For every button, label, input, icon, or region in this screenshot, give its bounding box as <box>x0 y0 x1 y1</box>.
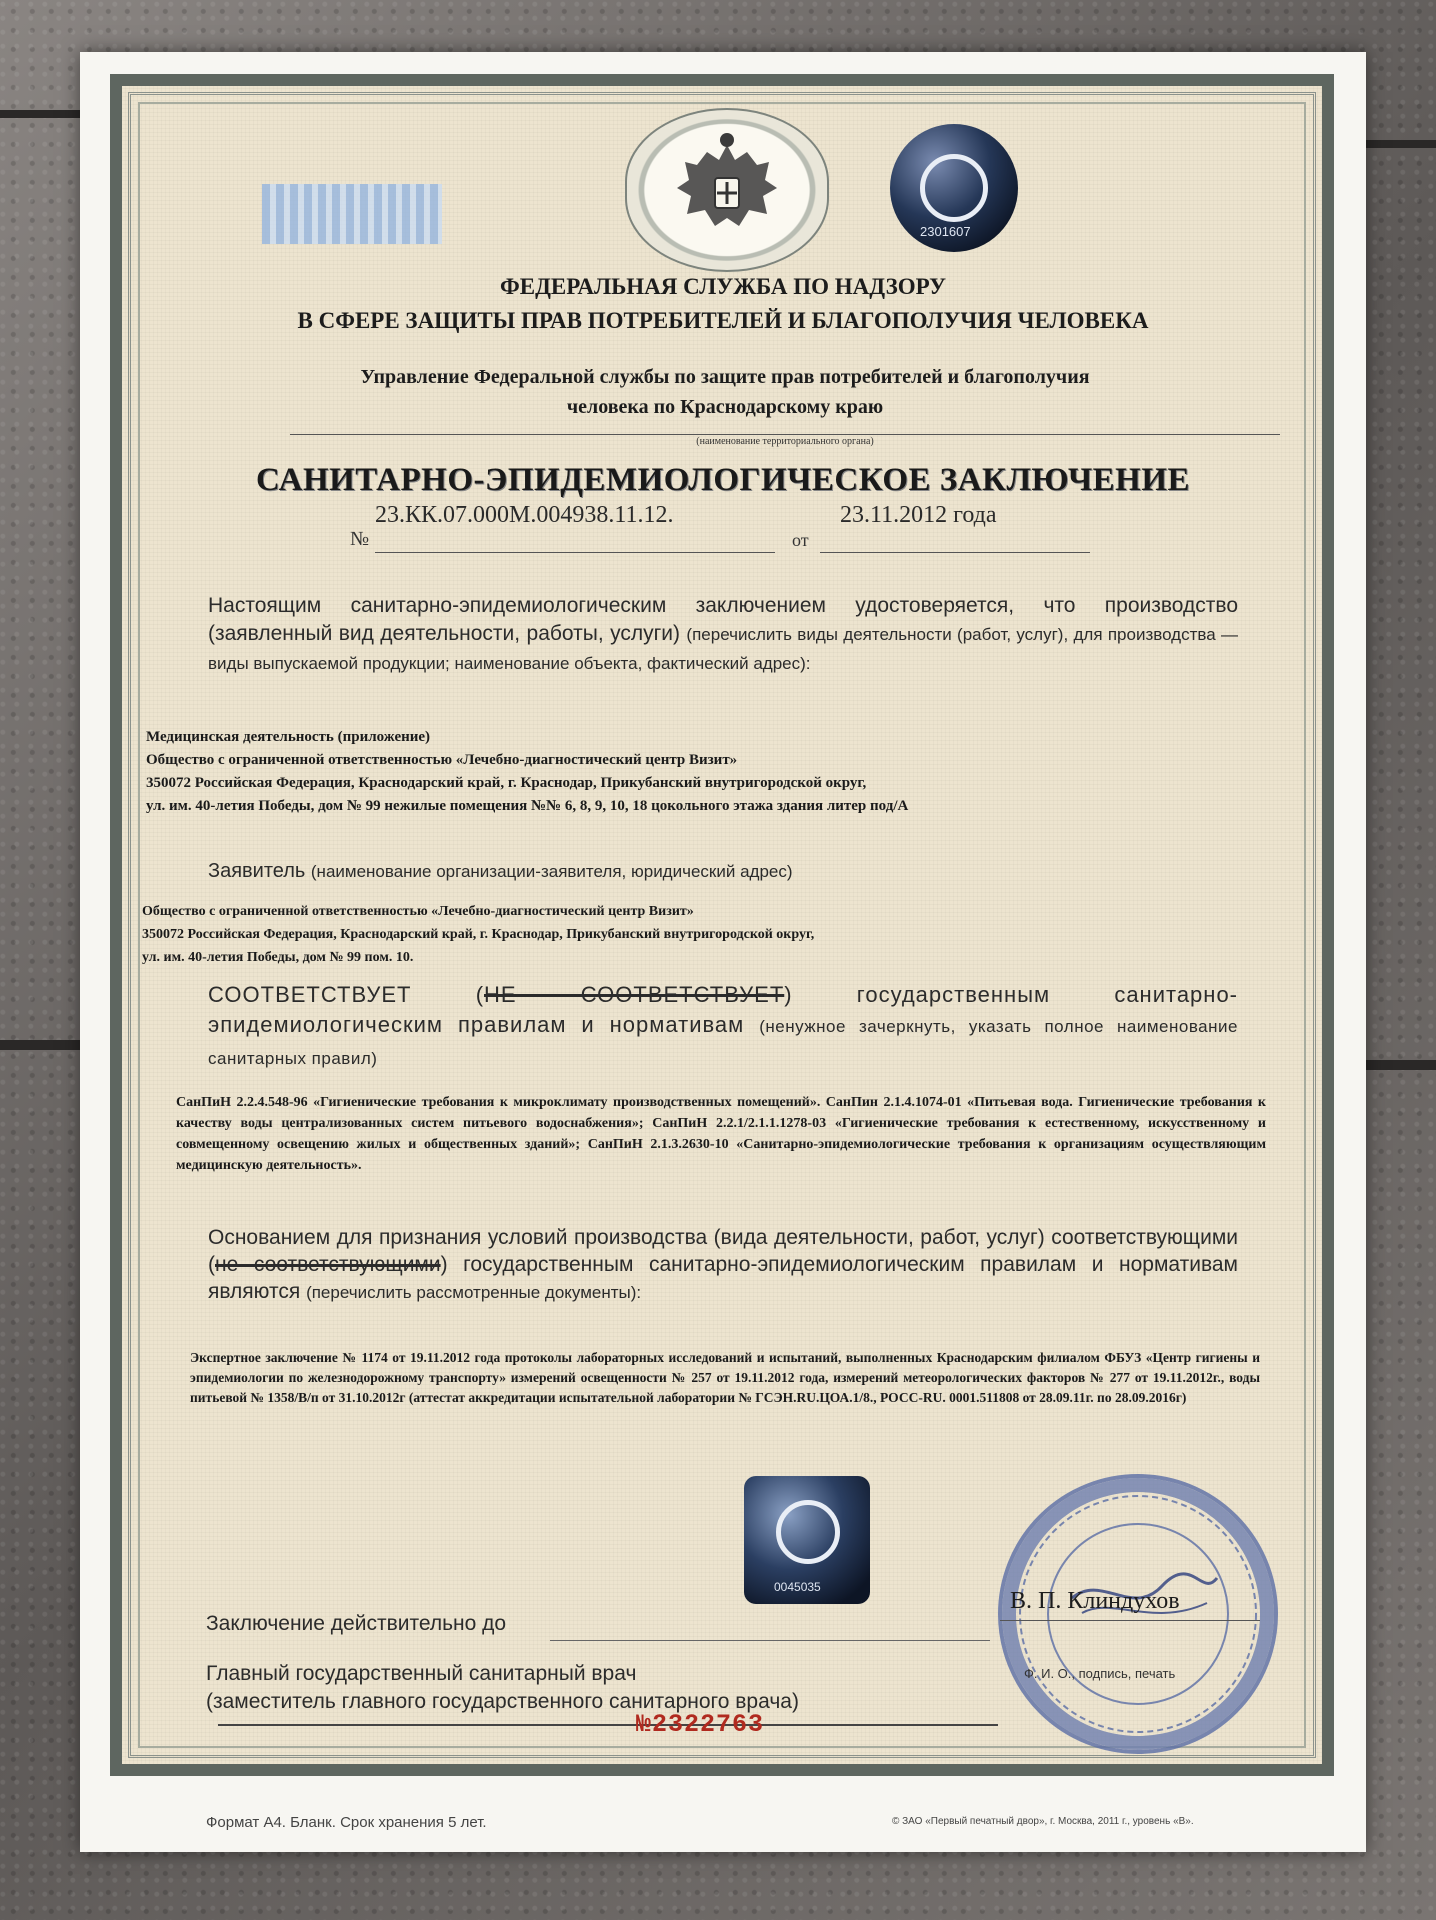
wall-seam <box>1360 1060 1436 1070</box>
activity-line: Общество с ограниченной ответственностью «Лечебно-диагностический центр Визит» <box>146 752 738 768</box>
validity-label: Заключение действительно до <box>206 1612 507 1635</box>
double-eagle-icon <box>627 110 827 270</box>
basis-paragraph <box>208 1224 1238 1306</box>
emblem-seal <box>625 108 829 272</box>
territorial-body <box>160 362 1290 422</box>
applicant-block <box>142 900 1292 969</box>
date-label: от <box>792 530 809 550</box>
conformity-complies: СООТВЕТСТВУЕТ <box>208 982 412 1007</box>
activity-block <box>146 726 1296 818</box>
document-number: 23.КК.07.000М.004938.11.12. <box>375 502 674 528</box>
signatory-deputy: (заместитель главного государственного санитарного врача) <box>206 1690 799 1713</box>
agency-line-1: ФЕДЕРАЛЬНАЯ СЛУЖБА ПО НАДЗОРУ <box>499 274 947 299</box>
validity-underline <box>550 1640 990 1641</box>
document-title: САНИТАРНО-ЭПИДЕМИОЛОГИЧЕСКОЕ ЗАКЛЮЧЕНИЕ <box>255 462 1191 498</box>
hologram-code: 2301607 <box>920 224 971 239</box>
applicant-label: Заявитель <box>208 860 306 882</box>
date-underline <box>820 552 1090 553</box>
document-date: 23.11.2012 года <box>840 502 997 528</box>
activity-line: Медицинская деятельность (приложение) <box>146 729 431 745</box>
number-underline <box>375 552 775 553</box>
number-label: № <box>350 528 370 550</box>
name-underline <box>1000 1620 1260 1621</box>
conformity-open-paren: ( <box>475 982 485 1007</box>
hologram-bottom <box>744 1476 870 1604</box>
activity-line: 350072 Российская Федерация, Краснодарский край, г. Краснодар, Прикубанский внутригородской округ, <box>146 775 867 791</box>
applicant-hint: (наименование организации-заявителя, юридический адрес) <box>310 862 793 881</box>
wall-seam <box>1360 140 1436 148</box>
applicant-line: 350072 Российская Федерация, Краснодарский край, г. Краснодар, Прикубанский внутригородской округ, <box>142 927 815 942</box>
applicant-line: ул. им. 40-летия Победы, дом № 99 пом. 10. <box>142 950 414 965</box>
signatory-caption: Ф. И. О., подпись, печать <box>1024 1666 1176 1681</box>
security-strip <box>262 184 442 244</box>
applicant-label-row <box>208 860 1268 883</box>
intro-hint: (перечислить виды деятельности (работ, услуг), для производства — виды выпускаемой продукции; наименование объекта, фактический адрес): <box>208 625 1238 673</box>
activity-line: ул. им. 40-летия Победы, дом № 99 нежилые помещения №№ 6, 8, 9, 10, 18 цокольного этажа здания литер под/А <box>146 798 909 814</box>
agency-heading <box>120 270 1326 338</box>
basis-hint: (перечислить рассмотренные документы): <box>306 1283 642 1302</box>
reviewed-documents: Экспертное заключение № 1174 от 19.11.2012 года протоколы лабораторных исследований и испытаний, выполненных Краснодарским филиалом ФБУЗ «Центр гигиены и эпидемиологии по железнодорожному транспорту» измерений освещенности № 257 от 19.11.2012 года, измерений метеорологических факторов № 277 от 19.11.2012г., воды питьевой № 1358/В/п от 31.10.2012г (аттестат аккредитации испытательной лаборатории № ГСЭН.RU.ЦОА.1/8., РОСС-RU. 0001.511808 от 28.09.11г. по 28.09.2016г) <box>190 1350 1260 1405</box>
wall-seam <box>0 1040 90 1050</box>
conformity-rest: ) государственным санитарно-эпидемиологическим правилам и нормативам <box>208 982 1239 1037</box>
basis-text-b: ) государственным санитарно-эпидемиологическим правилам и нормативам являются <box>208 1253 1238 1303</box>
wall-seam <box>0 110 90 118</box>
territorial-line-1: Управление Федеральной службы по защите прав потребителей и благополучия <box>360 366 1090 388</box>
intro-paragraph <box>208 592 1238 678</box>
conformity-paragraph <box>208 980 1238 1074</box>
basis-text-a: Основанием для признания условий производства (вида деятельности, работ, услуг) соответствующими ( <box>208 1226 1238 1276</box>
hologram-top <box>890 124 1018 252</box>
signatory-role: Главный государственный санитарный врач <box>206 1662 637 1685</box>
footer-right: © ЗАО «Первый печатный двор», г. Москва, 2011 г., уровень «В». <box>892 1816 1194 1827</box>
footer-left: Формат А4. Бланк. Срок хранения 5 лет. <box>206 1814 487 1831</box>
territorial-line-2: человека по Краснодарскому краю <box>566 396 884 418</box>
form-serial-number: №2322763 <box>636 1710 765 1739</box>
conformity-hint: (ненужное зачеркнуть, указать полное наименование санитарных правил) <box>208 1017 1238 1068</box>
signature-underline <box>218 1724 998 1726</box>
conformity-struck: НЕ СООТВЕТСТВУЕТ <box>484 982 785 1007</box>
territorial-caption: (наименование территориального органа) <box>696 436 874 447</box>
intro-main: Настоящим санитарно-эпидемиологическим заключением удостоверяется, что производство (заявленный вид деятельности, работы, услуги) <box>208 594 1238 645</box>
certificate-sheet <box>80 52 1366 1852</box>
basis-struck: не соответствующими <box>215 1253 441 1276</box>
territorial-underline <box>290 434 1280 435</box>
applicant-line: Общество с ограниченной ответственностью «Лечебно-диагностический центр Визит» <box>142 904 694 919</box>
sanitary-rules: СанПиН 2.2.4.548-96 «Гигиенические требования к микроклимату производственных помещений». СанПин 2.1.4.1074-01 «Питьевая вода. Гигиенические требования к качеству воды централизованных систем питьевого водоснабжения»; СанПиН 2.2.1/2.1.1.1278-03 «Гигиенические требования к естественному, искусственному и совмещенному освещению жилых и общественных зданий»; СанПиН 2.1.3.2630-10 «Санитарно-эпидемиологические требования к организациям осуществляющим медицинскую деятельность». <box>176 1095 1266 1173</box>
agency-line-2: В СФЕРЕ ЗАЩИТЫ ПРАВ ПОТРЕБИТЕЛЕЙ И БЛАГОПОЛУЧИЯ ЧЕЛОВЕКА <box>297 308 1149 333</box>
hologram-code: 0045035 <box>774 1580 821 1594</box>
signatory-name: В. П. Клиндухов <box>1010 1588 1180 1614</box>
